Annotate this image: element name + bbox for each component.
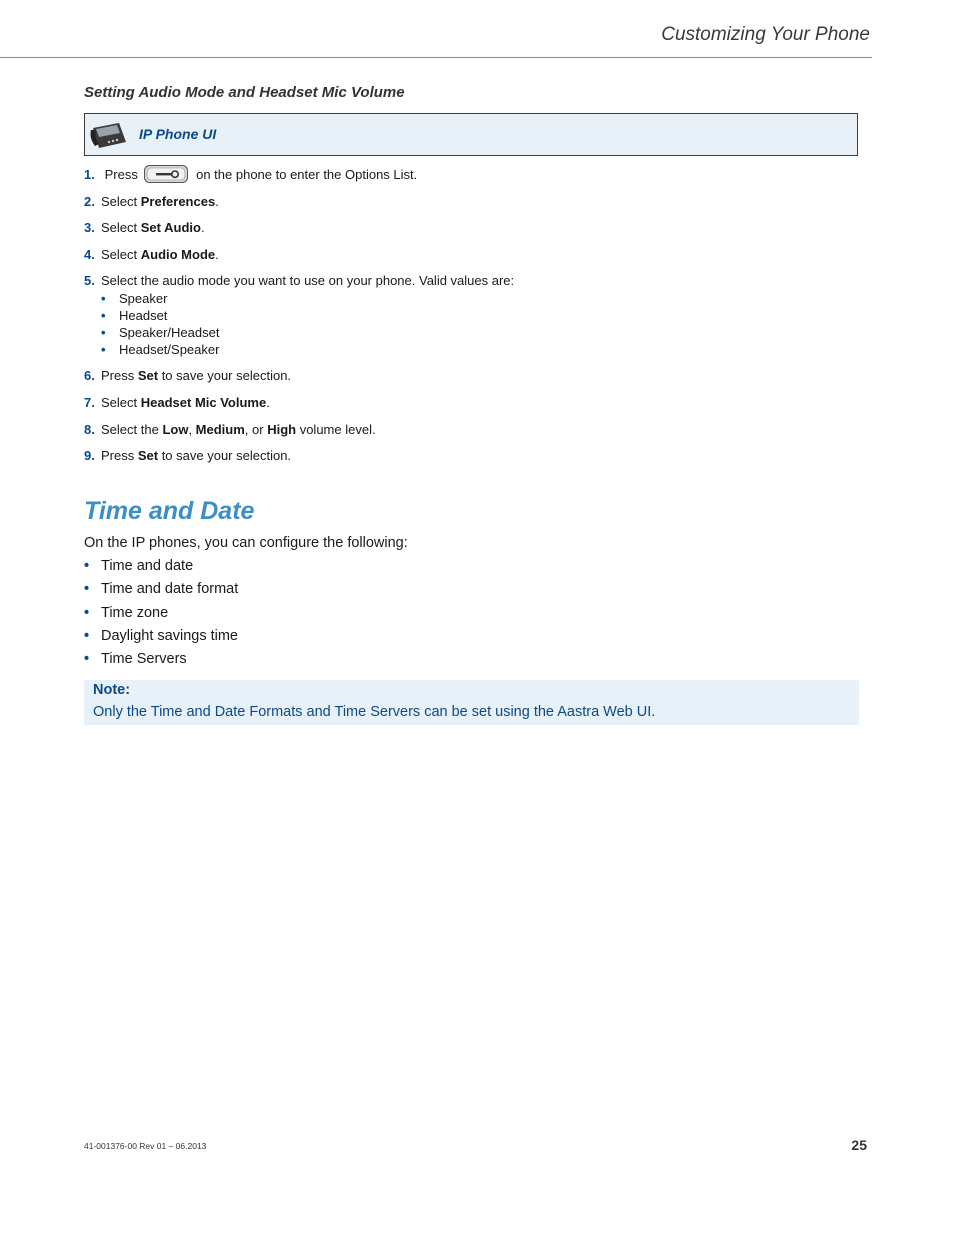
feature-label: Daylight savings time xyxy=(101,627,238,644)
step-text-after: . xyxy=(215,247,219,262)
audio-mode-option: Headset/Speaker xyxy=(119,342,220,357)
bullet: • xyxy=(84,651,90,668)
section-title-time-and-date: Time and Date xyxy=(84,497,255,525)
running-header-title: Customizing Your Phone xyxy=(661,24,870,45)
list-item xyxy=(101,325,219,342)
step-text-before: Select xyxy=(101,194,141,209)
audio-mode-option: Speaker xyxy=(119,291,168,306)
step-text-after: . xyxy=(266,395,270,410)
step-text: Select the audio mode you want to use on your phone. Valid values are: xyxy=(101,273,515,288)
step-9 xyxy=(84,448,291,463)
bullet: • xyxy=(101,342,106,357)
step-text-after: to save your selection. xyxy=(158,448,292,463)
list-item xyxy=(101,291,219,308)
step-number: 2. xyxy=(84,194,95,209)
step-text-before: Select xyxy=(101,220,141,235)
list-item xyxy=(84,628,238,651)
audio-mode-option: Speaker/Headset xyxy=(119,325,220,340)
step-text-after: . xyxy=(215,194,219,209)
step-text-before: Press xyxy=(104,167,138,182)
step-6 xyxy=(84,368,291,383)
feature-label: Time and date format xyxy=(101,581,239,598)
options-key-icon xyxy=(144,165,188,183)
step-7 xyxy=(84,395,270,410)
feature-label: Time and date xyxy=(101,558,194,574)
step-number: 7. xyxy=(84,395,95,410)
step-3 xyxy=(84,220,205,235)
step-2 xyxy=(84,194,219,209)
ip-phone-ui-banner xyxy=(84,113,858,156)
step-text-before: Select xyxy=(101,395,141,410)
bullet: • xyxy=(84,627,90,644)
step-softkey: Set xyxy=(137,448,159,463)
step-text-before: Press xyxy=(101,448,138,463)
feature-label: Time zone xyxy=(101,604,169,621)
step-text-after: to save your selection. xyxy=(158,368,292,383)
step-menu-option: Headset Mic Volume xyxy=(140,395,267,410)
step-text-before: Select the xyxy=(101,422,163,437)
separator: , xyxy=(188,422,196,437)
audio-mode-option: Headset xyxy=(119,308,168,323)
ip-phone-ui-label: IP Phone UI xyxy=(139,126,217,142)
subsection-heading: Setting Audio Mode and Headset Mic Volume xyxy=(84,84,405,101)
step-number: 9. xyxy=(84,448,95,463)
step-text-before: Select xyxy=(101,247,141,262)
audio-mode-list xyxy=(101,291,219,359)
step-number: 8. xyxy=(84,422,95,437)
step-number: 5. xyxy=(84,273,95,288)
separator: , or xyxy=(244,422,268,437)
list-item xyxy=(84,651,238,674)
step-5 xyxy=(84,273,514,288)
step-4 xyxy=(84,247,219,262)
step-text-before: Press xyxy=(101,368,138,383)
list-item xyxy=(101,342,219,359)
step-number: 3. xyxy=(84,220,95,235)
volume-low: Low xyxy=(162,422,189,437)
step-number: 6. xyxy=(84,368,95,383)
section-intro: On the IP phones, you can configure the following: xyxy=(84,535,408,551)
volume-high: High xyxy=(267,422,297,437)
step-text-after: on the phone to enter the Options List. xyxy=(196,167,418,182)
time-date-feature-list xyxy=(84,558,238,674)
step-text-after: . xyxy=(200,220,205,235)
bullet: • xyxy=(84,581,90,598)
step-menu-option: Preferences xyxy=(140,194,216,209)
header-divider xyxy=(0,57,872,58)
ip-phone-icon xyxy=(89,120,129,150)
bullet: • xyxy=(101,325,106,340)
list-item xyxy=(84,605,238,628)
footer-document-id: 41-001376-00 Rev 01 – 06.2013 xyxy=(84,1141,207,1151)
bullet: • xyxy=(101,308,106,323)
step-1 xyxy=(84,167,417,183)
feature-label: Time Servers xyxy=(101,651,187,668)
note-callout xyxy=(84,680,859,725)
bullet: • xyxy=(101,291,106,306)
step-8 xyxy=(84,422,376,437)
volume-medium: Medium xyxy=(195,422,245,437)
note-text: Only the Time and Date Formats and Time Servers can be set using the Aastra Web UI. xyxy=(93,704,656,720)
step-menu-option: Set Audio xyxy=(140,220,201,235)
bullet: • xyxy=(84,558,90,574)
step-softkey: Set xyxy=(137,368,159,383)
note-title: Note: xyxy=(93,682,131,698)
list-item xyxy=(84,581,238,604)
list-item xyxy=(101,308,219,325)
step-text-after: volume level. xyxy=(296,422,376,437)
bullet: • xyxy=(84,604,90,621)
step-menu-option: Audio Mode xyxy=(140,247,216,262)
step-number: 1. xyxy=(84,167,95,182)
step-number: 4. xyxy=(84,247,95,262)
page-number: 25 xyxy=(851,1137,867,1153)
list-item xyxy=(84,558,238,581)
